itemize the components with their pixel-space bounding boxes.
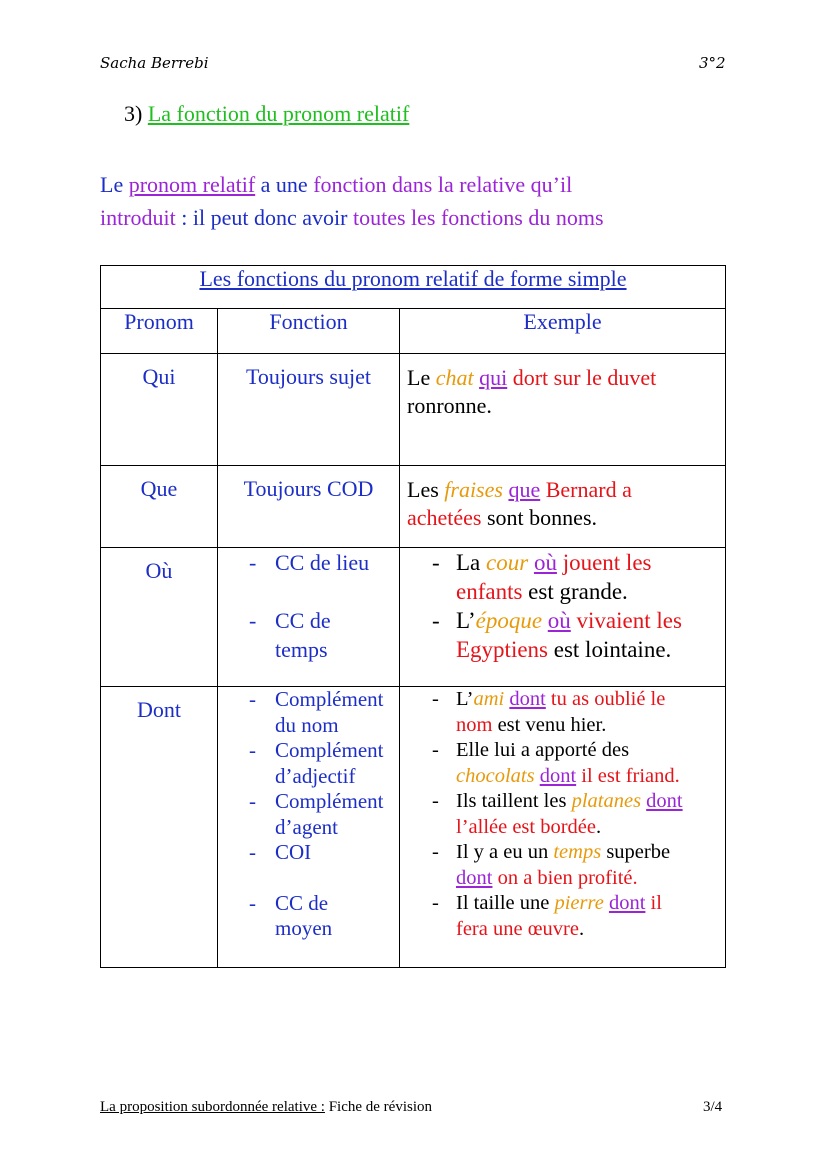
- ex-relative: on a bien profité.: [492, 866, 638, 889]
- exemple-cell: [400, 354, 726, 466]
- ex-relative: achetées: [407, 505, 482, 530]
- list-item: - Complément d’agent: [218, 789, 390, 840]
- class-label: 3°2: [699, 54, 726, 72]
- ex-antecedent: époque: [475, 608, 543, 633]
- ex-pronoun: dont: [509, 688, 546, 710]
- ex-relative: il est friand.: [576, 764, 680, 787]
- list-item: - Complément du nom: [218, 687, 390, 738]
- intro-text: a une: [255, 172, 314, 197]
- fonction-list: [218, 687, 399, 942]
- header-exemple: Exemple: [400, 309, 726, 354]
- header-fonction: Fonction: [218, 309, 400, 354]
- ex-relative: tu as oublié le: [545, 688, 666, 710]
- table-row: [101, 466, 726, 548]
- list-item: - La cour où jouent les enfants est grande.: [400, 548, 721, 606]
- ex-antecedent: fraises: [444, 477, 503, 502]
- ex-relative: fera une œuvre: [456, 917, 579, 940]
- pronom-cell: Où: [101, 548, 218, 687]
- exemple-cell: [400, 548, 726, 687]
- ex-relative: nom: [456, 713, 493, 736]
- ex-text: ronronne.: [407, 393, 492, 418]
- list-item: - Elle lui a apporté des chocolats dont il est friand.: [400, 738, 725, 789]
- list-item: - CC de moyen: [218, 891, 375, 942]
- section-number: 3): [124, 101, 143, 126]
- table-header-row: [101, 309, 726, 354]
- ex-pronoun: dont: [608, 892, 646, 914]
- table-caption-row: [101, 266, 726, 309]
- fonction-cell: Toujours COD: [218, 466, 400, 548]
- exemple-cell: [400, 466, 726, 548]
- fonction-cell: [218, 548, 400, 687]
- page-number: 3/4: [703, 1099, 723, 1115]
- ex-relative: il: [645, 892, 662, 914]
- list-item: - Ils taillent les platanes dont l’allée est bordée.: [400, 789, 725, 840]
- list-item: - L’ami dont tu as oublié le nom est venu hier.: [400, 687, 725, 738]
- ex-relative: dort sur le duvet: [507, 365, 657, 390]
- ex-pronoun: qui: [479, 365, 508, 390]
- pronom-cell: Dont: [101, 687, 218, 968]
- ex-antecedent: pierre: [554, 892, 604, 914]
- footer-subtitle: Fiche de révision: [324, 1099, 433, 1115]
- table-caption: Les fonctions du pronom relatif de forme simple: [199, 266, 627, 291]
- ex-pronoun: dont: [539, 764, 577, 787]
- ex-relative: vivaient les: [570, 608, 682, 633]
- ex-pronoun: dont: [456, 866, 493, 889]
- fonction-cell: [218, 687, 400, 968]
- author-name: Sacha Berrebi: [100, 54, 209, 72]
- intro-term: pronom relatif: [128, 172, 256, 197]
- example-list: [400, 548, 721, 664]
- intro-text: Le: [100, 172, 129, 197]
- footer: [100, 1099, 432, 1116]
- ex-text: Le: [407, 365, 436, 390]
- intro-text: fonction dans la relative qu’il: [313, 172, 573, 197]
- list-item: - Il taille une pierre dont il fera une œuvre.: [400, 891, 725, 942]
- fonction-cell: Toujours sujet: [218, 354, 400, 466]
- exemple-cell: [400, 687, 726, 968]
- ex-pronoun: où: [533, 550, 557, 575]
- list-item: - Complément d’adjectif: [218, 738, 390, 789]
- list-item: - CC de temps: [218, 606, 385, 664]
- pronom-cell: Qui: [101, 354, 218, 466]
- ex-pronoun: que: [508, 477, 541, 502]
- ex-antecedent: cour: [486, 550, 529, 575]
- ex-pronoun: où: [547, 608, 571, 633]
- intro-text: introduit: [100, 205, 176, 230]
- ex-relative: Bernard a: [540, 477, 632, 502]
- relative-pronoun-table: [100, 265, 726, 968]
- fonction-list: [218, 548, 399, 664]
- list-item: - L’époque où vivaient les Egyptiens est lointaine.: [400, 606, 721, 664]
- table-row: [101, 548, 726, 687]
- ex-text: sont bonnes.: [481, 505, 597, 530]
- table-row: [101, 354, 726, 466]
- list-item: - CC de lieu: [218, 548, 399, 577]
- section-title: [124, 101, 409, 127]
- ex-relative: Egyptiens: [456, 637, 548, 662]
- ex-antecedent: platanes: [571, 790, 642, 812]
- list-item: - COI: [218, 840, 399, 866]
- intro-paragraph: [100, 168, 740, 234]
- ex-antecedent: ami: [473, 688, 505, 710]
- ex-antecedent: temps: [553, 841, 602, 863]
- ex-relative: l’allée est bordée: [456, 815, 597, 838]
- intro-text: toutes les fonctions du noms: [352, 205, 604, 230]
- example-list: [400, 687, 725, 942]
- header-pronom: Pronom: [101, 309, 218, 354]
- ex-antecedent: chat: [435, 365, 474, 390]
- pronom-cell: Que: [101, 466, 218, 548]
- section-title-text: La fonction du pronom relatif: [147, 101, 410, 126]
- table-row: [101, 687, 726, 968]
- footer-title: La proposition subordonnée relative :: [100, 1099, 325, 1115]
- ex-text: Les: [407, 477, 445, 502]
- ex-antecedent: chocolats: [456, 764, 535, 787]
- ex-relative: jouent les: [556, 550, 652, 575]
- intro-text: : il peut donc avoir: [175, 205, 353, 230]
- ex-relative: enfants: [456, 579, 523, 604]
- ex-pronoun: dont: [646, 790, 683, 812]
- list-item: - Il y a eu un temps superbe dont on a bien profité.: [400, 840, 725, 891]
